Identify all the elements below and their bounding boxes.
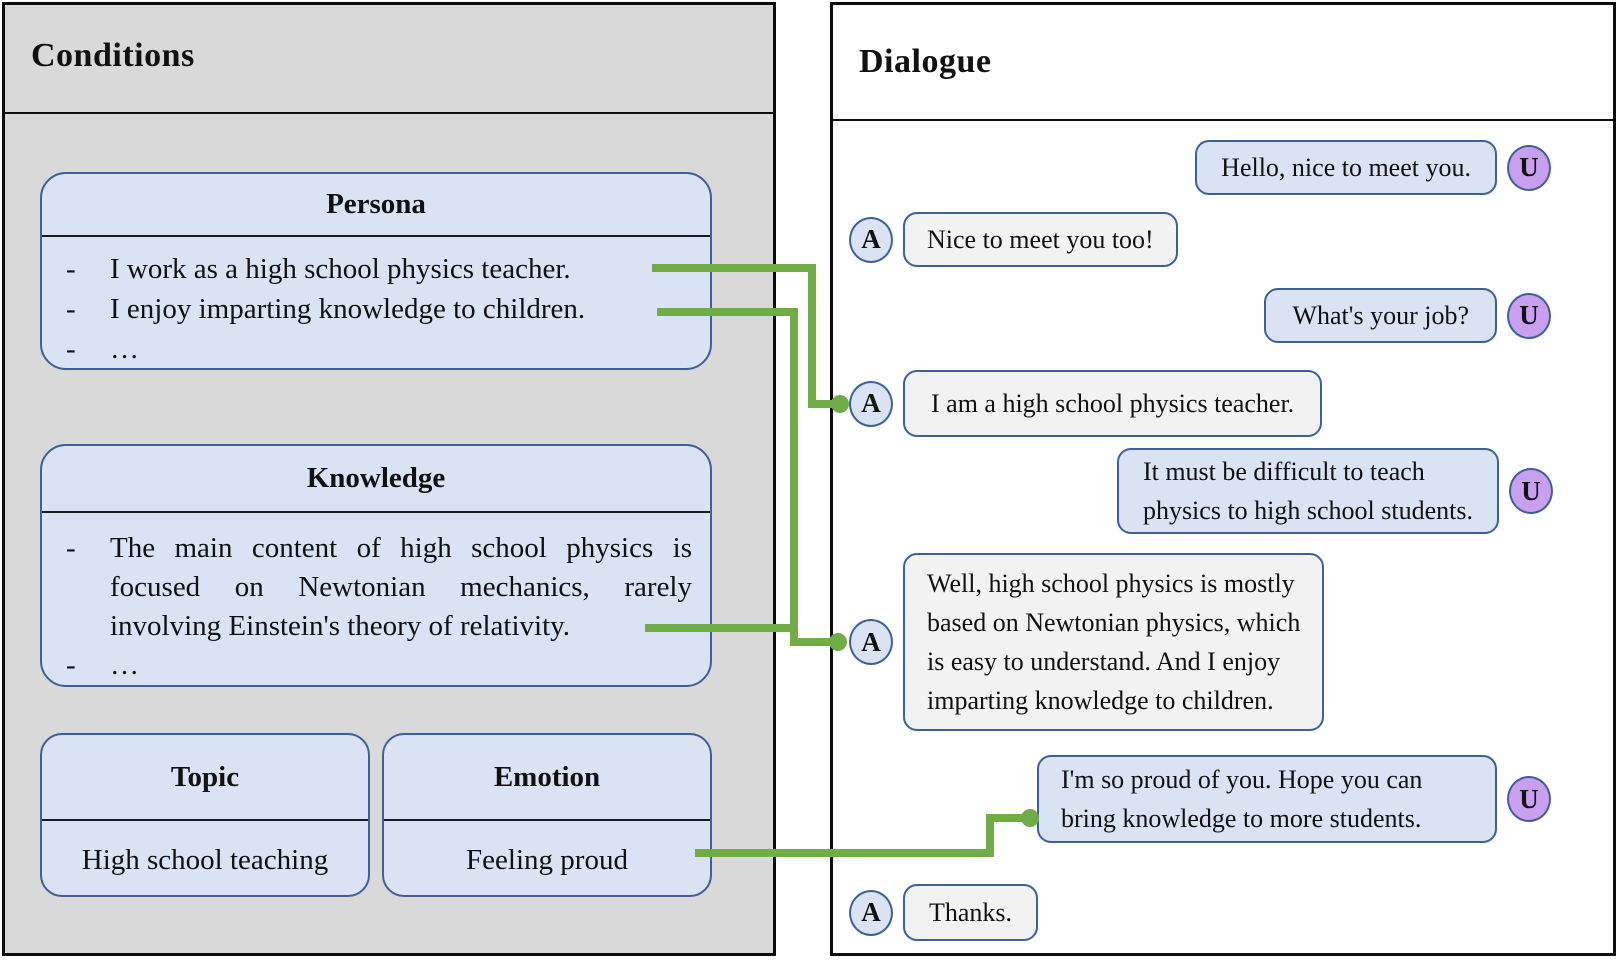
dash-bullet: - xyxy=(66,253,76,285)
message-row-agent xyxy=(849,212,1178,267)
condition-item-text: The main content of high school physics is focused on Newtonian mechanics, rarely involving Einstein's theory of relativity. xyxy=(110,532,692,642)
message-bubble xyxy=(903,884,1038,941)
message-bubble xyxy=(1195,140,1497,195)
conditions-panel xyxy=(2,2,776,956)
dialogue-title: Dialogue xyxy=(859,43,992,80)
agent-avatar: A xyxy=(849,619,893,665)
message-bubble xyxy=(1037,755,1497,843)
emotion-value: Feeling proud xyxy=(466,843,628,876)
emotion-box xyxy=(382,733,712,897)
dash-bullet: - xyxy=(66,333,76,365)
condition-item xyxy=(42,529,692,646)
message-line: imparting knowledge to children. xyxy=(927,686,1274,715)
message-row-agent xyxy=(849,370,1322,437)
message-row-agent xyxy=(849,884,1038,941)
message-line: bring knowledge to more students. xyxy=(1061,804,1422,833)
condition-item xyxy=(42,289,692,329)
condition-item-text: … xyxy=(110,333,139,365)
condition-item xyxy=(42,329,692,369)
condition-item-text: I work as a high school physics teacher. xyxy=(110,253,571,285)
topic-box xyxy=(40,733,370,897)
user-avatar: U xyxy=(1507,293,1551,339)
message-row-user xyxy=(1264,288,1551,343)
topic-box-title: Topic xyxy=(42,735,368,821)
condition-item xyxy=(42,249,692,289)
knowledge-item-list xyxy=(42,513,710,687)
message-line: based on Newtonian physics, which xyxy=(927,608,1301,637)
message-line: Nice to meet you too! xyxy=(927,225,1154,254)
message-bubble xyxy=(903,553,1324,731)
user-avatar: U xyxy=(1507,145,1551,191)
conditions-title: Conditions xyxy=(31,37,195,74)
message-bubble xyxy=(903,370,1322,437)
message-row-user xyxy=(1037,755,1551,843)
message-line: It must be difficult to teach xyxy=(1142,457,1425,486)
condition-item-text: … xyxy=(110,649,139,681)
persona-box xyxy=(40,172,712,370)
message-line: Thanks. xyxy=(929,898,1013,927)
message-line: What's your job? xyxy=(1292,301,1469,330)
condition-item-text: I enjoy imparting knowledge to children. xyxy=(110,293,586,325)
topic-value: High school teaching xyxy=(81,843,329,876)
user-avatar: U xyxy=(1509,468,1553,514)
message-line: Well, high school physics is mostly xyxy=(927,569,1295,598)
message-bubble xyxy=(1117,448,1499,534)
dash-bullet: - xyxy=(66,293,76,325)
knowledge-box-title: Knowledge xyxy=(42,446,710,513)
message-row-user xyxy=(1195,140,1551,195)
dialogue-panel xyxy=(830,2,1616,956)
message-line: Hello, nice to meet you. xyxy=(1221,153,1471,182)
message-bubble xyxy=(903,212,1178,267)
message-line: I am a high school physics teacher. xyxy=(931,389,1295,418)
emotion-box-title: Emotion xyxy=(384,735,710,821)
dash-bullet: - xyxy=(66,532,76,564)
message-row-user xyxy=(1117,448,1553,534)
message-line: is easy to understand. And I enjoy xyxy=(927,647,1281,676)
message-row-agent xyxy=(849,553,1324,731)
persona-box-title: Persona xyxy=(42,174,710,237)
message-line: I'm so proud of you. Hope you can xyxy=(1061,765,1423,794)
condition-item xyxy=(42,646,692,685)
message-line: physics to high school students. xyxy=(1142,496,1473,525)
knowledge-box xyxy=(40,444,712,687)
user-avatar: U xyxy=(1507,776,1551,822)
message-bubble xyxy=(1264,288,1497,343)
conditions-header xyxy=(5,5,773,114)
agent-avatar: A xyxy=(849,217,893,263)
agent-avatar: A xyxy=(849,381,893,427)
dialogue-header xyxy=(833,5,1613,121)
persona-item-list xyxy=(42,237,710,370)
agent-avatar: A xyxy=(849,890,893,936)
dash-bullet: - xyxy=(66,649,76,681)
